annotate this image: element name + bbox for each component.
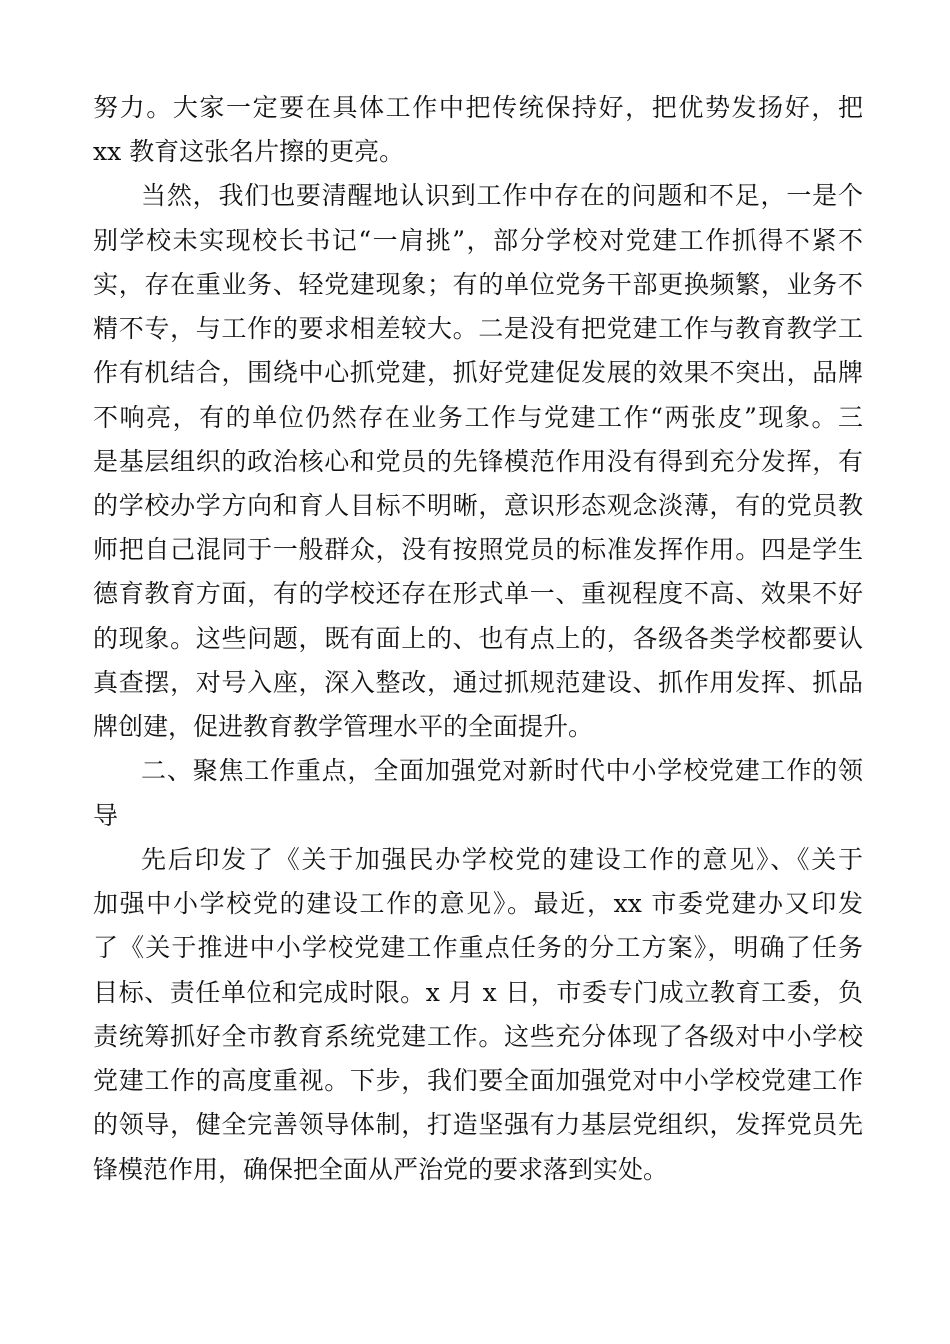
section-heading-line: 二、聚焦工作重点，全面加强党对新时代中小学校党建工作的领 xyxy=(141,756,863,785)
paragraph-line: 党建工作的高度重视。下步，我们要全面加强党对中小学校党建工作 xyxy=(93,1066,863,1095)
paragraph-line: 当然，我们也要清醒地认识到工作中存在的问题和不足，一是个 xyxy=(141,181,863,210)
paragraph-line: 目标、责任单位和完成时限。x 月 x 日，市委专门成立教育工委，负 xyxy=(93,978,863,1007)
paragraph-line: 责统筹抓好全市教育系统党建工作。这些充分体现了各级对中小学校 xyxy=(93,1022,863,1051)
paragraph-line: 师把自己混同于一般群众，没有按照党员的标准发挥作用。四是学生 xyxy=(93,535,863,564)
paragraph-line: 了《关于推进中小学校党建工作重点任务的分工方案》，明确了任务 xyxy=(93,933,863,962)
paragraph-line: 加强中小学校党的建设工作的意见》。最近，xx 市委党建办又印发 xyxy=(93,889,863,918)
paragraph-line: 锋模范作用，确保把全面从严治党的要求落到实处。 xyxy=(93,1155,669,1184)
paragraph-line: 的学校办学方向和育人目标不明晰，意识形态观念淡薄，有的党员教 xyxy=(93,491,863,520)
paragraph-line: 德育教育方面，有的学校还存在形式单一、重视程度不高、效果不好 xyxy=(93,579,863,608)
paragraph-line: 牌创建，促进教育教学管理水平的全面提升。 xyxy=(93,712,594,741)
paragraph-line: 不响亮，有的单位仍然存在业务工作与党建工作“两张皮”现象。三 xyxy=(93,403,863,432)
paragraph-line: 别学校未实现校长书记“一肩挑”，部分学校对党建工作抓得不紧不 xyxy=(93,226,863,255)
paragraph-line: 的现象。这些问题，既有面上的、也有点上的，各级各类学校都要认 xyxy=(93,624,863,653)
paragraph-line: 实，存在重业务、轻党建现象；有的单位党务干部更换频繁，业务不 xyxy=(93,270,863,299)
paragraph-line: 先后印发了《关于加强民办学校党的建设工作的意见》、《关于 xyxy=(141,845,863,874)
paragraph-line: 作有机结合，围绕中心抓党建，抓好党建促发展的效果不突出，品牌 xyxy=(93,358,863,387)
paragraph-line: 的领导，健全完善领导体制，打造坚强有力基层党组织，发挥党员先 xyxy=(93,1110,863,1139)
paragraph-line: 精不专，与工作的要求相差较大。二是没有把党建工作与教育教学工 xyxy=(93,314,863,343)
paragraph-line: 是基层组织的政治核心和党员的先锋模范作用没有得到充分发挥，有 xyxy=(93,447,863,476)
paragraph-line: 真查摆，对号入座，深入整改，通过抓规范建设、抓作用发挥、抓品 xyxy=(93,668,863,697)
paragraph-line: xx 教育这张名片擦的更亮。 xyxy=(93,137,405,166)
section-heading-line: 导 xyxy=(93,801,119,830)
paragraph-line: 努力。大家一定要在具体工作中把传统保持好，把优势发扬好，把 xyxy=(93,93,863,122)
